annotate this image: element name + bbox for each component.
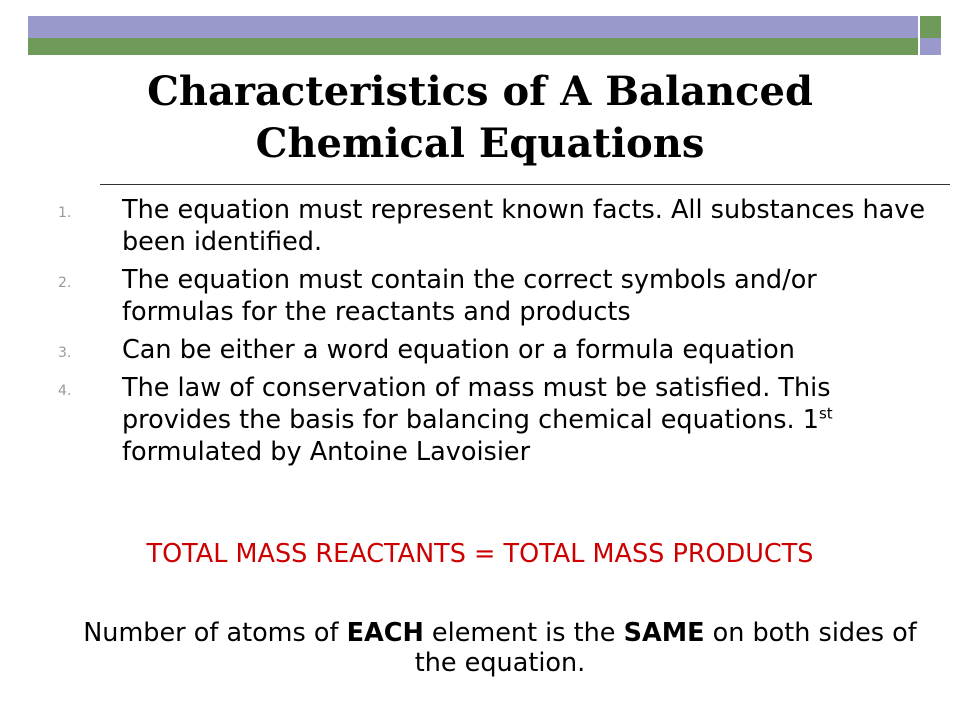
header-bar-green	[28, 38, 918, 55]
atoms-part-1: Number of atoms of	[83, 618, 347, 648]
list-item-text: The equation must contain the correct symbols and/or formulas for the reactants and products	[122, 265, 817, 327]
title-divider	[100, 184, 950, 185]
list-item	[58, 334, 928, 366]
list-item-superscript: st	[818, 404, 833, 423]
list-item-text: The equation must represent known facts. All substances have been identified.	[122, 195, 926, 257]
list-item-number: 2.	[58, 275, 72, 291]
list-item	[58, 264, 928, 328]
list-item-text-after: formulated by Antoine Lavoisier	[122, 437, 531, 467]
list-item-number: 1.	[58, 205, 72, 221]
atoms-bold-each: EACH	[346, 618, 424, 648]
list-item-text: Can be either a word equation or a formula equation	[122, 335, 795, 365]
list-item	[58, 194, 928, 258]
header-bar-purple	[28, 16, 918, 38]
list-item-number: 3.	[58, 345, 72, 361]
slide-title	[40, 66, 920, 170]
header-square-purple	[920, 38, 941, 55]
header-square-green	[920, 16, 941, 38]
total-mass-statement: TOTAL MASS REACTANTS = TOTAL MASS PRODUCTS	[146, 539, 814, 569]
list-item-text-before: The law of conservation of mass must be satisfied. This provides the basis for balancing chemical equations. 1	[122, 373, 831, 435]
atoms-part-2: element is the	[423, 618, 624, 648]
decorative-header-bars	[0, 0, 960, 60]
slide-title-line-2: Chemical Equations	[255, 120, 705, 167]
list-item-number: 4.	[58, 383, 72, 399]
characteristics-list	[58, 194, 928, 474]
list-item	[58, 372, 928, 468]
atoms-part-3: on both sides of the equation.	[414, 618, 917, 678]
atoms-bold-same: SAME	[623, 618, 705, 648]
slide-title-line-1: Characteristics of A Balanced	[147, 68, 813, 115]
atoms-statement	[70, 618, 930, 678]
